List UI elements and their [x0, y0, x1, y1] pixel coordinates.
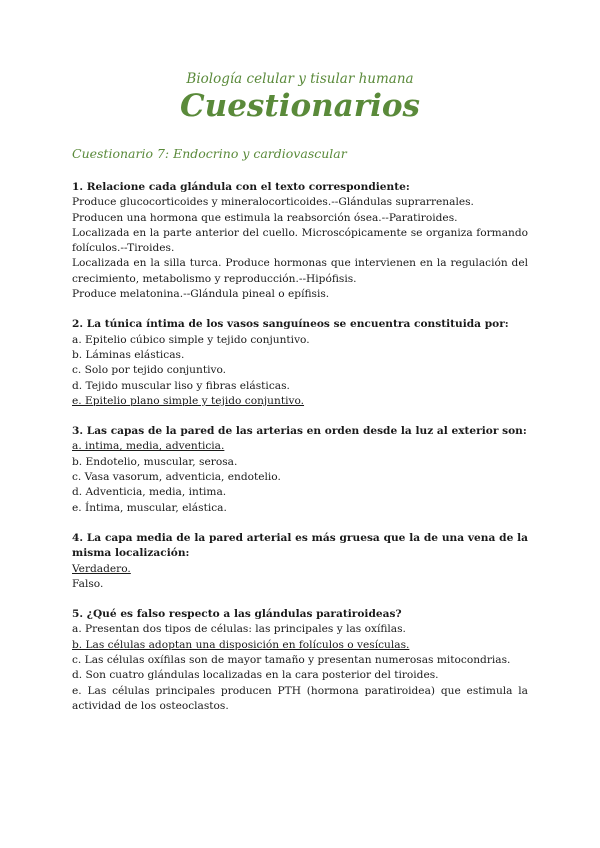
- question-title: 2. La túnica íntima de los vasos sanguíneos se encuentra constituida por:: [72, 318, 509, 331]
- question-title: 4. La capa media de la pared arterial es más gruesa que la de una vena de la misma localización:: [72, 531, 528, 560]
- question-5: [72, 607, 528, 714]
- answer-line: Localizada en la silla turca. Produce hormonas que intervienen en la regulación del crecimiento, metabolismo y reproducción.--Hipófisis.: [72, 257, 528, 285]
- option: c. Solo por tejido conjuntivo.: [72, 364, 227, 377]
- correct-option: e. Epitelio plano simple y tejido conjuntivo.: [72, 394, 305, 407]
- question-4: [72, 531, 528, 592]
- option: d. Tejido muscular liso y fibras elásticas.: [72, 379, 290, 392]
- option: c. Vasa vasorum, adventicia, endotelio.: [72, 471, 281, 484]
- question-title: 1. Relacione cada glándula con el texto correspondiente:: [72, 181, 410, 193]
- option: d. Adventicia, media, intima.: [72, 486, 227, 499]
- correct-option: Verdadero.: [72, 562, 131, 575]
- option: d. Son cuatro glándulas localizadas en la cara posterior del tiroides.: [72, 669, 439, 682]
- correct-option: b. Las células adoptan una disposición en folículos o vesículas.: [72, 638, 410, 651]
- question-2: [72, 317, 528, 409]
- option: a. Epitelio cúbico simple y tejido conjuntivo.: [72, 333, 310, 346]
- page-title: Cuestionarios: [179, 88, 421, 124]
- correct-option: a. intima, media, adventicia.: [72, 440, 225, 453]
- course-subtitle: Biología celular y tisular humana: [186, 71, 414, 87]
- option: e. Íntima, muscular, elástica.: [72, 501, 227, 514]
- answer-line: Produce glucocorticoides y mineralocorticoides.--Glándulas suprarrenales.: [72, 196, 474, 209]
- option: b. Endotelio, muscular, serosa.: [72, 455, 238, 468]
- answer-line: Localizada en la parte anterior del cuello. Microscópicamente se organiza formando folículos.--Tiroides.: [72, 226, 528, 255]
- question-title: 3. Las capas de la pared de las arterias en orden desde la luz al exterior son:: [72, 425, 527, 438]
- option: e. Las células principales producen PTH (hormona paratiroidea) que estimula la actividad de los osteoclastos.: [72, 684, 528, 712]
- option: Falso.: [72, 577, 104, 590]
- option: c. Las células oxífilas son de mayor tamaño y presentan numerosas mitocondrias.: [72, 654, 511, 667]
- option: a. Presentan dos tipos de células: las principales y las oxífilas.: [72, 623, 406, 636]
- questionnaire: [72, 180, 528, 729]
- question-1: [72, 180, 528, 302]
- section-heading: Cuestionario 7: Endocrino y cardiovascular: [72, 146, 347, 161]
- answer-line: Produce melatonina.--Glándula pineal o epífisis.: [72, 288, 330, 301]
- answer-line: Producen una hormona que estimula la reabsorción ósea.--Paratiroides.: [72, 211, 458, 224]
- option: b. Láminas elásticas.: [72, 348, 185, 361]
- question-title: 5. ¿Qué es falso respecto a las glándulas paratiroideas?: [72, 608, 402, 621]
- question-3: [72, 424, 528, 516]
